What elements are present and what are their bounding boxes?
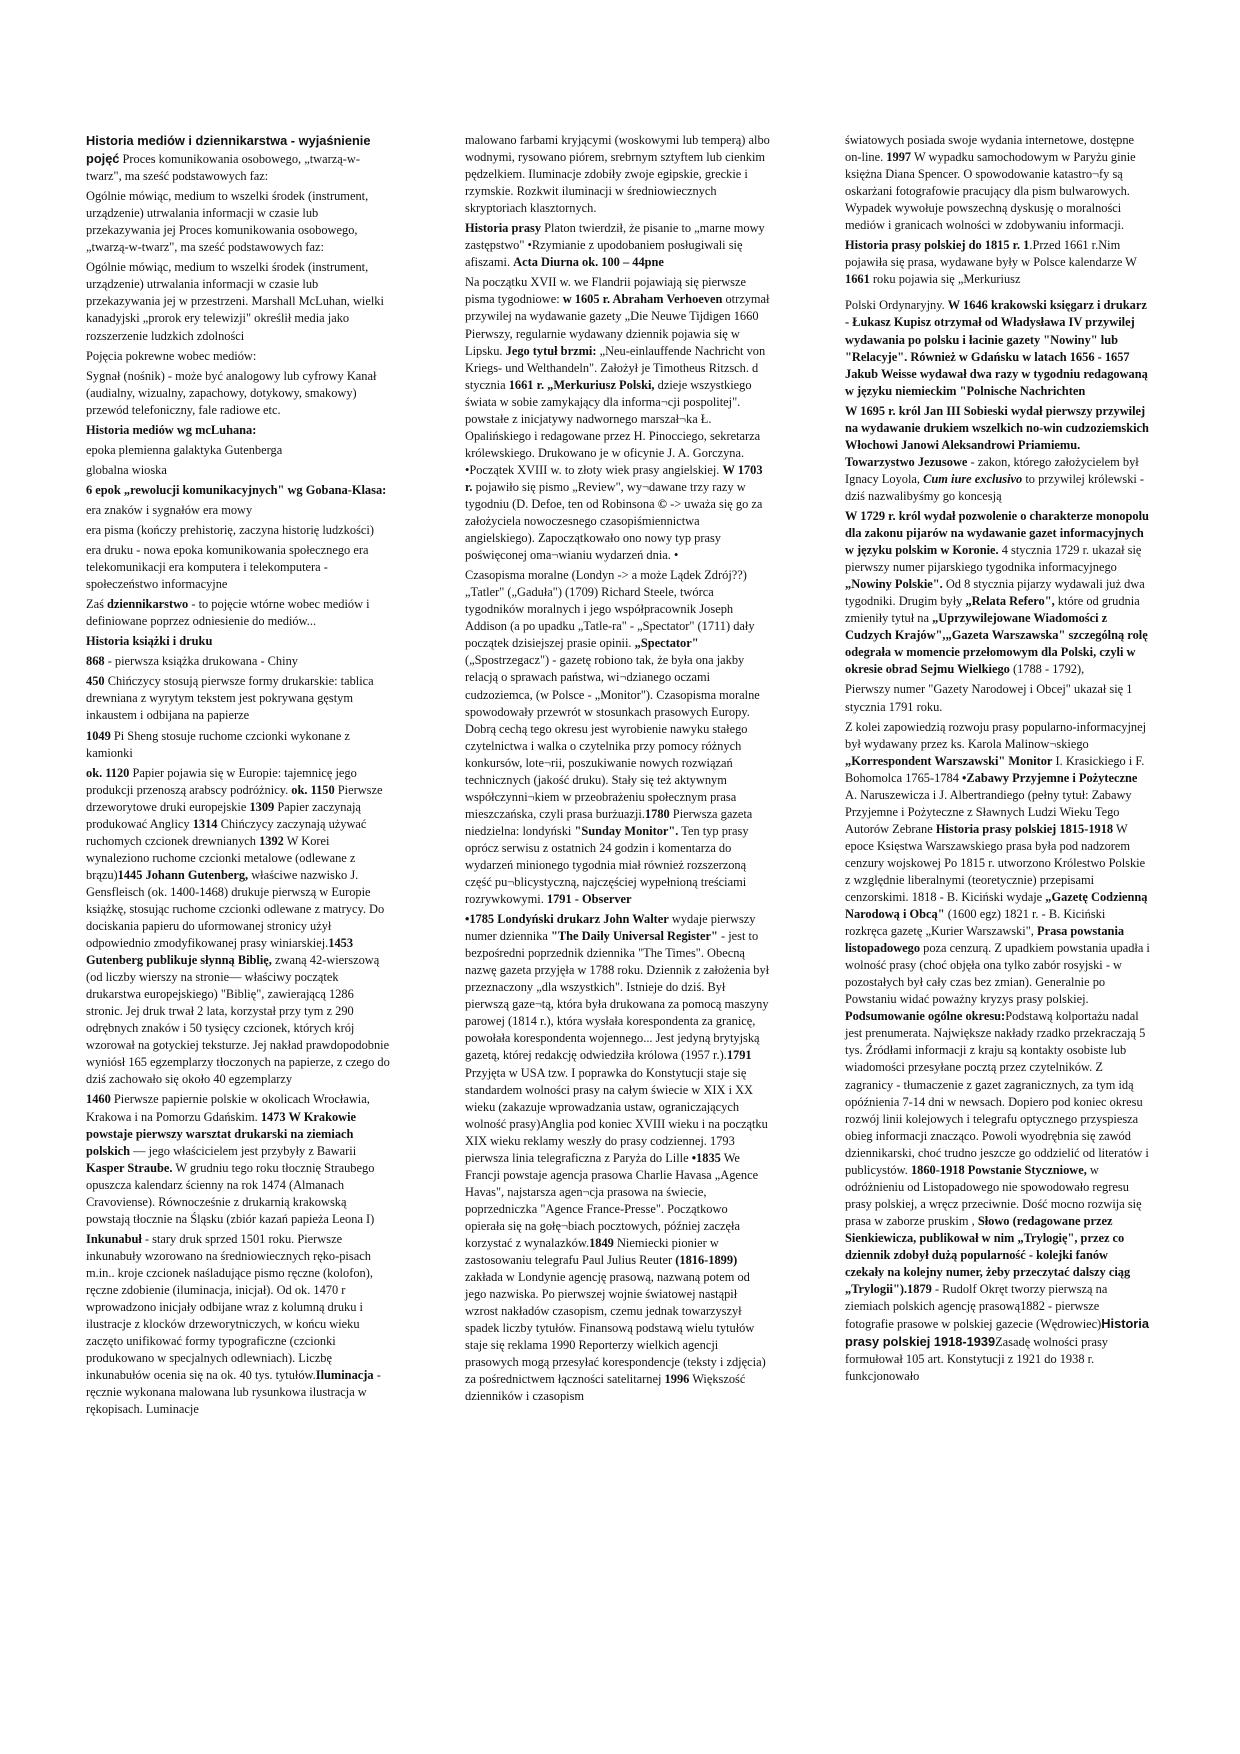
bold-text: Podsumowanie ogólne okresu:: [845, 1009, 1006, 1024]
bold-text: Acta Diurna ok. 100 – 44pne: [513, 255, 664, 270]
bold-text: Historia prasy: [465, 221, 542, 236]
paragraph: [86, 132, 391, 185]
text-run: otrzymał przywilej na wydawanie gazety „Die Neuwe Tijdigen 1660 Pierwszy, regularnie wydawany dziennik pojawia się w Lipsku.: [465, 292, 770, 358]
text-run: Polski Ordynaryjny.: [845, 298, 948, 313]
bold-text: Historia prasy polskiej do 1815 r. 1: [845, 238, 1030, 253]
paragraph: [86, 542, 391, 593]
paragraph: [845, 237, 1150, 288]
bold-text: „Spectator": [634, 636, 699, 651]
paragraph: [86, 462, 391, 479]
text-run: W grudniu tego roku tłocznię Straubego opuszcza kalendarz ścienny na rok 1474 (Almanach Cravoviense). Równocześnie z drukarnią krakowską powstają tłocznie na Śląsku (zbiór kazań papieża Leona I): [86, 1160, 375, 1226]
text-run: w odróżnieniu od Listopadowego nie spowodowało regresu prasy polskiej, a wręcz przeciwnie. Dość mocno rozwija się prasa w zaborze pruskim ,: [845, 1162, 1142, 1228]
bold-text: 1661 r. „Merkuriusz Polski,: [508, 377, 655, 392]
bold-text: Inkunabuł: [86, 1231, 142, 1246]
text-column-3: [845, 132, 1150, 1388]
text-run: We Francji powstaje agencja prasowa Charlie Havasa „Agence Havas", najstarsza agen¬cja prasowa na świecie, poprzedniczka "Agence France-Presse". Początkowo opierała się na gołę¬biach pocztowych, później zaczęła korzystać z wynalazków.: [465, 1150, 759, 1250]
paragraph: [86, 596, 391, 630]
bold-text: „Uprzywilejowane Wiadomości z Cudzych Krajów",„Gazeta Warszawska" szczególną rolę odegrała w momencie przełomowym dla Polski, czyli w okresie obrad Sejmu Wielkiego: [845, 611, 1148, 677]
paragraph: [465, 911, 770, 1405]
bold-text: 1309: [249, 799, 275, 814]
paragraph: [86, 728, 391, 762]
text-run: A. Naruszewicza i J. Albertrandiego (pełny tytuł: Zabawy Przyjemne i Pożyteczne z Sławnych Ludzi Wieku Tego Autorów Zebrane: [845, 787, 1132, 836]
text-run: W wypadku samochodowym w Paryżu ginie księżna Diana Spencer. O spowodowanie katastro¬fy są oskarżani fotografowie pracujący dla pism bulwarowych. Wypadek wywołuje powszechną dyskusję o moralności mediów i granicach wolności w zdobywaniu informacji.: [845, 150, 1136, 233]
text-run: Proces komunikowania osobowego, „twarzą-w-twarz", ma sześć podstawowych faz:: [86, 152, 360, 184]
paragraph: [86, 765, 391, 1089]
text-run: dzieje wszystkiego świata w sobie zamykający dla informa¬cji pospolitej". powstałe z inicjatywy nadwornego marszał¬ka Ł. Opalińskiego i redagowane przez H. Pinocciego, sekretarza królewskiego. Drukowano je w oficynie J. A. Gorczyna. •Początek XVIII w. to złoty wiek prasy angielskiej.: [465, 377, 761, 477]
text-run: Zasadę wolności prasy formułował 105 art. Konstytucji z 1921 do 1938 r. funkcjonowało: [845, 1335, 1108, 1384]
bold-text: 1997: [886, 150, 912, 165]
bold-text: Historia mediów i dziennikarstwa - wyjaśnienie pojęć: [86, 133, 371, 167]
paragraph: [86, 522, 391, 539]
bold-text: w 1605 r. Abraham Verhoeven: [562, 292, 723, 307]
text-run: Pierwszy numer "Gazety Narodowej i Obcej" ukazał się 1 stycznia 1791 roku.: [845, 682, 1133, 714]
bold-text: 1661: [845, 272, 870, 287]
text-run: - jest to bezpośredni poprzednik dziennika "The Times". Obecną nazwę gazeta przyjęła w 1788 roku. Dziennik z założenia był przeznaczony „dla wszystkich". Istnieje do dziś. Był pierwszą gaze¬tą, która była drukowana za pomocą maszyny parowej (1814 r.), która wysłała korespondenta za granicę, powołała korespondenta wojennego... Jest jedyną brytyjską gazetą, której redakcję odwiedziła królowa (1957 r.).: [465, 929, 770, 1063]
bold-text: W 1703 r.: [465, 462, 763, 494]
bold-text: Iluminacja: [315, 1368, 374, 1383]
paragraph: [845, 132, 1150, 234]
bold-text: 1314: [192, 816, 218, 831]
text-run: Pojęcia pokrewne wobec mediów:: [86, 348, 257, 363]
bold-text: 1860-1918 Powstanie Styczniowe,: [910, 1162, 1087, 1177]
text-run: światowych posiada swoje wydania internetowe, dostępne on-line.: [845, 133, 1135, 165]
bold-text: 1445 Johann Gutenberg,: [117, 867, 249, 882]
paragraph: [86, 259, 391, 344]
text-run: malowano farbami kryjącymi (woskowymi lub temperą) albo wodnymi, rysowano piórem, srebrnym sztyftem lub cienkim pędzelkiem. Iluminacje zdobiły zwoje egipskie, greckie i rzymskie. Rozkwit iluminacji w średniowiecznych skryptoriach klasztornych.: [465, 133, 770, 216]
bold-text: W 1646 krakowski księgarz i drukarz - Łukasz Kupisz otrzymał od Władysława IV przywilej wydawania po polsku i łacinie gazety "Nowiny" lub "Relacyje". Również w Gdańsku w latach 1656 - 1657 Jakub Weisse wydawał dwa razy w tygodniu redagowaną w języku niemieckim "Polnische Nachrichten: [845, 298, 1148, 398]
bold-text: W 1695 r. król Jan III Sobieski wydał pierwszy przywilej na wydawanie drukiem wszelkich no-win cudzoziemskich Włochowi Janowi Aleksandrowi Priamiemu. Towarzystwo Jezusowe: [845, 403, 1149, 469]
text-run: - ręcznie wykonana malowana lub rysunkowa ilustracja w rękopisach. Luminacje: [86, 1368, 381, 1417]
bold-text: 1049: [86, 728, 111, 743]
paragraph: [465, 220, 770, 271]
bold-text: 868: [86, 654, 105, 669]
text-run: wydaje pierwszy numer dziennika: [465, 912, 756, 944]
paragraph: [86, 188, 391, 256]
paragraph: [845, 297, 1150, 399]
paragraph: [465, 132, 770, 217]
bold-text: 1996: [664, 1372, 690, 1387]
bold-text: 1392: [259, 833, 284, 848]
text-run: Papier pojawia się w Europie: tajemnicę jego produkcji przenoszą arabscy podróżnicy.: [86, 765, 357, 797]
text-run: Zaś: [86, 597, 107, 612]
paragraph: [86, 673, 391, 724]
text-run: Pierwsze papiernie polskie w okolicach Wrocławia, Krakowa i na Pomorzu Gdańskim.: [86, 1092, 370, 1124]
text-run: Papier zaczynają produkować Anglicy: [86, 799, 361, 831]
text-run: Chińczycy zaczynają używać ruchomych czcionek drewnianych: [86, 816, 367, 848]
paragraph: [465, 567, 770, 908]
text-run: Od 8 stycznia pijarzy wydawali już dwa tygodniki. Drugim były: [845, 577, 1145, 609]
paragraph: [86, 368, 391, 419]
text-run: — jego właścicielem jest przybyły z Bawarii: [130, 1143, 357, 1158]
text-run: - stary druk sprzed 1501 roku. Pierwsze inkunabuły wzorowano na średniowiecznych ręko-pisach m.in.. kroje czcionek naśladujące pismo ręczne (kolofon), ręczne zdobienie (iluminacja, inicjał). Od ok. 1470 r wprowadzono inicjały odbijane wraz z kolumną druku i ilustracje z klocków drzeworytniczych, w końcu wieku zaczęto unifikować formy typograficzne (czcionki produkowano w specjalnych odlewniach). Liczbę inkunabułów ocenia się na ok. 40 tys. tytułów.: [86, 1231, 373, 1383]
text-run: (1600 egz) 1821 r. - B. Kiciński rozkręca gazetę „Kurier Warszawski",: [845, 907, 1106, 939]
text-run: globalna wioska: [86, 462, 167, 477]
text-run: Czasopisma moralne (Londyn -> a może Lądek Zdrój??) „Tatler" („Gaduła") (1709) Richard Steele, twórca tygodników moralnych i jego współpracownik Joseph Addison (a po upadku „Tatle-ra" - „Spectator" (1711) dały początek dzisiejszej prasie opinii.: [465, 568, 755, 651]
paragraph: [86, 653, 391, 670]
text-run: Ogólnie mówiąc, medium to wszelki środek (instrument, urządzenie) utrwalania informacji w czasie lub przekazywania jej w przestrzeni. Marshall McLuhan, wielki kanadyjski „prorok ery telewizji" określił media jako rozszerzenie ludzkich zdolności: [86, 260, 384, 343]
bold-text: (1816-1899): [675, 1253, 738, 1268]
paragraph: [845, 508, 1150, 678]
text-run: W Korei wynaleziono ruchome czcionki metalowe (odlewane z brązu): [86, 833, 356, 882]
bold-text: Historia prasy polskiej 1815-1918: [935, 821, 1114, 836]
text-run: Pi Sheng stosuje ruchome czcionki wykonane z kamionki: [86, 728, 350, 760]
text-run: które od grudnia zmieniły tytuł na: [845, 594, 1140, 626]
text-run: Platon twierdził, że pisanie to „marne mowy zastępstwo" •Rzymianie z upodobaniem posługiwali się afiszami.: [465, 221, 765, 270]
text-run: Przyjęta w USA tzw. I poprawka do Konstytucji staje się standardem wolności prasy na całym świecie w XIX i XX wieku (zakazuje wprowadzania ustaw, ograniczających wolność prasy)Anglia pod koniec XVIII wieku i na początku XIX wieku reklamy weszły do prasy codziennej. 1793 pierwsza linia telegraficzna z Paryża do Lille: [465, 1065, 768, 1165]
bold-text: „Korrespondent Warszawski" Monitor: [845, 753, 1053, 768]
text-run: poza cenzurą. Z upadkiem powstania upadła i wolność prasy (choć objęła ona tylko zabór rosyjski - w pozostałych był cały czas bez zmian). Generalnie po Powstaniu widać poważny kryzys prasy polskiej.: [845, 941, 1150, 1007]
text-run: 4 stycznia 1729 r. ukazał się pierwszy numer pijarskiego tygodnika informacyjnego: [845, 543, 1142, 575]
text-run: Chińczycy stosują pierwsze formy drukarskie: tablica drewniana z wyrytym tekstem jest pokrywana gęstym inkaustem i odbijana na papierze: [86, 674, 374, 723]
text-run: - to pojęcie wtórne wobec mediów i definiowane poprzez odniesienie do mediów...: [86, 597, 370, 629]
paragraph: [86, 1091, 391, 1227]
text-run: I. Krasickiego i F. Bohomolca 1765-1784: [845, 753, 1145, 785]
text-run: (1788 - 1792),: [1009, 662, 1085, 677]
text-run: - zakon, którego założycielem był Ignacy Loyola,: [845, 454, 1139, 486]
bold-text: Kasper Straube.: [86, 1160, 173, 1175]
bold-text: 1473 W Krakowie powstaje pierwszy warsztat drukarski na ziemiach polskich: [86, 1109, 357, 1158]
text-run: .Przed 1661 r.Nim pojawiła się prasa, wydawane były w Polsce kalendarze W: [845, 238, 1137, 270]
text-run: era pisma (kończy prehistorię, zaczyna historię ludzkości): [86, 522, 374, 537]
bold-text: Historia mediów wg mcLuhana:: [86, 422, 257, 437]
paragraph: [845, 719, 1150, 1386]
bold-text: „Gazetę Codzienną Narodową i Obcą": [845, 890, 1148, 922]
text-run: Pierwsze drzeworytowe druki europejskie: [86, 782, 383, 814]
text-run: „Neu-einlauffende Nachricht von Kriegs- und Welthandeln". Założył je Timotheus Ritzsch. d stycznia: [465, 343, 766, 392]
paragraph: [845, 291, 1150, 294]
text-run: Ten typ prasy oprócz serwisu z ostatnich 24 godzin i komentarza do wydarzeń minionego tygodnia miał również rozszerzoną część pu¬blicystyczną, najczęściej wypełnioną treściami rozrywkowymi.: [465, 823, 749, 907]
text-column-2: [465, 132, 770, 1408]
bold-text: ©: [657, 496, 667, 511]
text-run: - pierwsza książka drukowana - Chiny: [104, 654, 298, 669]
text-run: W epoce Księstwa Warszawskiego prasa była pod nadzorem cenzury wojskowej Po 1815 r. utworzono Królestwo Polskie z względnie liberalnymi (teoretycznie) przepisami cenzorskimi. 1818 - B. Kiciński wydaje: [845, 821, 1146, 905]
bold-text: •1835: [691, 1150, 721, 1165]
text-run: Niemiecki pionier w zastosowaniu telegrafu Paul Julius Reuter: [465, 1236, 719, 1268]
text-run: zakłada w Londynie agencję prasową, nazwaną potem od jego nazwiska. Po pierwszej wojnie światowej nastąpił wzrost nakładów czasopism, czemu jednak towarzyszył spadek liczby tytułów. Finansową podstawą wielu tytułów staje się reklama 1990 Reporterzy wielkich agencji prasowych mogą przesyłać korespondencje (teksty i zdjęcia) za pośrednictwem łączności satelitarnej: [465, 1270, 766, 1387]
bold-text: 1460: [86, 1092, 111, 1107]
bold-text: „Nowiny Polskie".: [845, 577, 943, 592]
text-run: pojawiło się pismo „Review", wy¬dawane trzy razy w tygodniu (D. Defoe, ten od Robinsona: [465, 479, 746, 511]
paragraph: [845, 403, 1150, 505]
bold-text: •Zabawy Przyjemne i Pożyteczne: [962, 770, 1138, 785]
bold-text: Jego tytuł brzmi:: [505, 343, 597, 358]
text-run: epoka plemienna galaktyka Gutenberga: [86, 442, 283, 457]
text-run: zwaną 42-wierszową (od liczby wierszy na stronie— właściwy początek drukarstwa europejskiego) "Biblię", zawierającą 1286 stronic. Jej druk trwał 2 lata, korzystał przy tym z 290 odrębnych znaków i 50 tysięcy czcionek, których krój wzorował na gotyckiej teksturze. Jej nakład prawdopodobnie wyniósł 165 egzemplarzy tłoczonych na papierze, z czego do dziś zachowało się około 40 egzemplarzy: [86, 953, 390, 1087]
paragraph: [86, 1231, 391, 1419]
bold-text: 450: [86, 674, 105, 689]
bold-text: Cum iure exclusivo: [923, 471, 1023, 486]
bold-text: dziennikarstwo: [107, 597, 189, 612]
paragraph: [86, 348, 391, 365]
text-run: - Rudolf Okręt tworzy pierwszą na ziemiach polskich agencję prasową1882 - pierwsze fotografie prasowe w polskiej gazecie (Wędrowiec): [845, 1282, 1108, 1332]
text-run: Z kolei zapowiedzią rozwoju prasy popularno-informacyjnej był wydawany przez ks. Karola Malinow¬skiego: [845, 719, 1147, 751]
text-run: Na początku XVII w. we Flandrii pojawiają się pierwsze pisma tygodniowe:: [465, 275, 746, 307]
text-run: era druku - nowa epoka komunikowania społecznego era telekomunikacji era komputera i telekomputera - społeczeństwo informacyjne: [86, 543, 369, 592]
text-run: Sygnał (nośnik) - może być analogowy lub cyfrowy Kanał (audialny, wizualny, zapachowy, dotykowy, smakowy) przewód telefoniczny, fale radiowe etc.: [86, 368, 377, 417]
paragraph: [86, 482, 391, 499]
bold-text: Prasa powstania listopadowego: [845, 924, 1125, 956]
text-column-1: [86, 132, 391, 1421]
text-run: Pierwsza gazeta niedzielna: londyński: [465, 806, 753, 838]
text-run: Większość dzienników i czasopism: [465, 1372, 746, 1404]
bold-text: Historia książki i druku: [86, 634, 213, 649]
paragraph: [845, 681, 1150, 715]
bold-text: •1785 Londyński drukarz John Walter: [465, 912, 669, 927]
bold-text: 6 epok „rewolucji komunikacyjnych" wg Gobana-Klasa:: [86, 482, 387, 497]
text-run: to przywilej królewski - dziś nazwalibyśmy go koncesją: [845, 471, 1145, 503]
paragraph: [86, 442, 391, 459]
bold-text: ok. 1120: [86, 765, 130, 780]
bold-text: 1791: [726, 1048, 752, 1063]
bold-text: ok. 1150: [291, 782, 335, 797]
paragraph: [86, 422, 391, 439]
text-run: -> uważa się go za założyciela nowoczesnego czasopiśmiennictwa angielskiego). Zapoczątkowało ono nowy typ prasy poświęconej oma¬wianiu wydarzeń dnia. •: [465, 496, 763, 563]
bold-text: 1453 Gutenberg publikuje słynną Biblię,: [86, 936, 354, 968]
text-run: („Spostrzegacz") - gazetę robiono tak, że była ona jakby relacją o sprawach państwa, wi¬dzianego oczami cudzoziemca, (w Polsce - „Monitor"). Czasopisma moralne spowodowały przewrót w stosunkach prasowych Europy. Dobrą cechą tego okresu jest wyrobienie nawyku stałego czytelnictwa i walka o czytelnika przy pomocy różnych konkursów, lote¬rii, poszukiwanie nowych rozwiązań technicznych (jakość druku). Stały się też aktywnym współczynni¬kiem w przeobrażeniu społecznym prasa mieszczańska, czyli prasa burżuazji.: [465, 653, 760, 821]
text-run: Podstawą kolportażu nadal jest prenumerata. Największe nakłady rzadko przekraczają 5 tys. Źródłami informacji z kraju są kontakty osobiste lub wiadomości przesyłane pocztą przez czytelników. Z zagranicy - tłumaczenie z gazet zagranicznych, za tym idą opóźnienia 7-14 dni w newsach. Dopiero pod koniec okresu rozwój linii kolejowych i telegrafu optycznego przyspiesza obieg informacji znacząco. Powoli wyodrębnia się zawód dziennikarski, choć trudno jeszcze go oddzielić od literatów i publicystów.: [845, 1009, 1149, 1177]
text-run: właściwe nazwisko J. Gensfleisch (ok. 1400-1468) drukuje pierwszą w Europie książkę, stosując ruchome czcionki odlewane z matrycy. Do dociskania papieru do uformowanej stronicy użył odpowiednio zmodyfikowanej prasy winiarskiej.: [86, 867, 385, 951]
bold-text: 1791 - Observer: [546, 892, 632, 907]
text-run: Ogólnie mówiąc, medium to wszelki środek (instrument, urządzenie) utrwalania informacji w czasie lub przekazywania jej Proces komunikowania osobowego, „twarzą-w-twarz", ma sześć podstawowych faz:: [86, 189, 369, 255]
bold-text: Słowo (redagowane przez Sienkiewicza, publikował w nim „Trylogię", przez co dziennik zdobył dużą popularność - kolejki fanów czekały na kolejny numer, żeby przeczytać dalszy ciąg „Trylogii").1879: [845, 1213, 1131, 1297]
bold-text: "The Daily Universal Register": [551, 929, 718, 944]
paragraph: [465, 274, 770, 564]
bold-text: 1780: [644, 806, 670, 821]
text-run: era znaków i sygnałów era mowy: [86, 502, 253, 517]
bold-text: „Relata Refero",: [965, 594, 1055, 609]
paragraph: [86, 502, 391, 519]
text-run: roku pojawia się „Merkuriusz: [869, 272, 1021, 287]
bold-text: Historia prasy polskiej 1918-1939: [845, 1316, 1149, 1350]
bold-text: "Sunday Monitor".: [574, 823, 679, 838]
paragraph: [86, 633, 391, 650]
bold-text: W 1729 r. król wydał pozwolenie o charakterze monopolu dla zakonu pijarów na wydawanie gazet informacyjnych w języku polskim w Koronie.: [845, 508, 1149, 558]
bold-text: 1849: [589, 1236, 614, 1250]
